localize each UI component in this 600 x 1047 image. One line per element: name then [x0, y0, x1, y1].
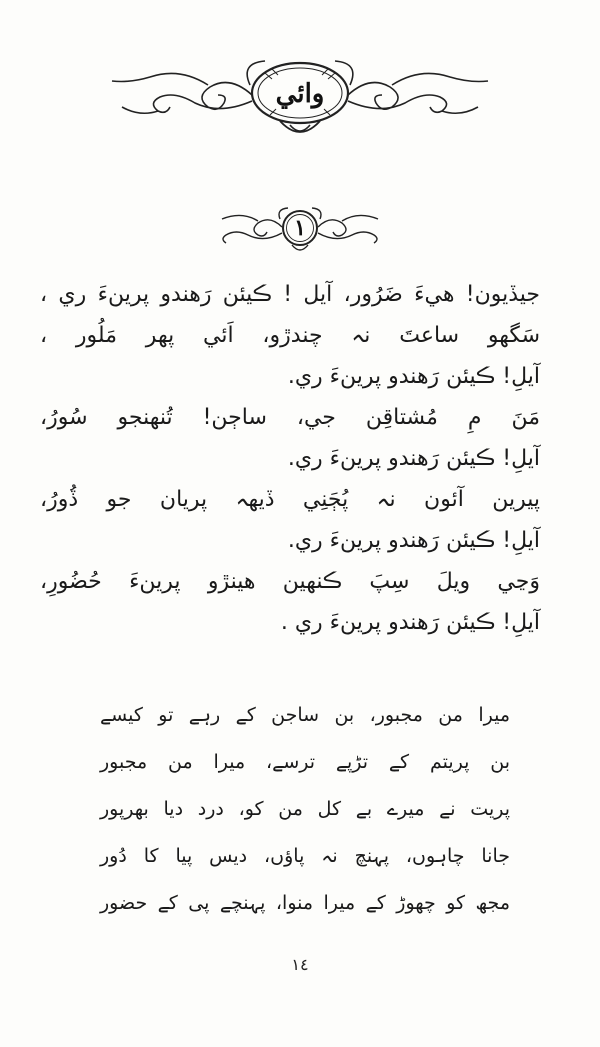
- translation-line-1: میرا من مجبور، بن ساجن کے رہے تو کیسے: [100, 704, 510, 726]
- page-title: وائي: [275, 79, 325, 109]
- verse-line-2: سَگهو ساعتَ نہ چندڙو، اَئي پهر مَلُور ،: [40, 323, 540, 348]
- urdu-translation: [100, 700, 510, 935]
- verse-line-7: آيلِ! ڪيئن رَهندو پرينءَ ري.: [287, 528, 540, 553]
- verse-line-9: آيلِ! ڪيئن رَهندو پرينءَ ري .: [280, 610, 540, 635]
- translation-line-5: مجھ کو چھوڑ کے میرا منوا، پہنچے پی کے حضور: [100, 892, 510, 914]
- verse-line-8: وَڃي ويلَ سِپَ ڪنهين هينڙو پرينءَ حُضُورِ،: [40, 569, 540, 594]
- verse-line-6: پيرين آئون نہ پُڄَنِي ڏيهہ پريان جو ڏُورُ،: [40, 487, 540, 512]
- verse-line-3: آيلِ! ڪيئن رَهندو پرينءَ ري.: [287, 364, 540, 389]
- sindhi-verse: [40, 280, 540, 649]
- verse-number: ١: [294, 215, 306, 241]
- verse-line-5: آيلِ! ڪيئن رَهندو پرينءَ ري.: [287, 446, 540, 471]
- translation-line-4: جانا چاہوں، پہنچ نہ پاؤں، دیس پیا کا دُور: [100, 845, 510, 867]
- translation-line-3: پریت نے میرے بے کل من کو، درد دیا بھرپور: [100, 798, 510, 820]
- verse-line-1: جيڏيون! هيءَ ضَرُور، آيل ! ڪيئن رَهندو پرينءَ ري ،: [40, 282, 540, 307]
- page-number: ١٤: [291, 955, 309, 974]
- verse-line-4: مَنَ مِ مُشتاقِن جي، ساڄن! تُنهنجو سُورُ،: [40, 405, 540, 430]
- translation-line-2: بن پریتم کے تڑپے ترسے، میرا من مجبور: [100, 751, 510, 773]
